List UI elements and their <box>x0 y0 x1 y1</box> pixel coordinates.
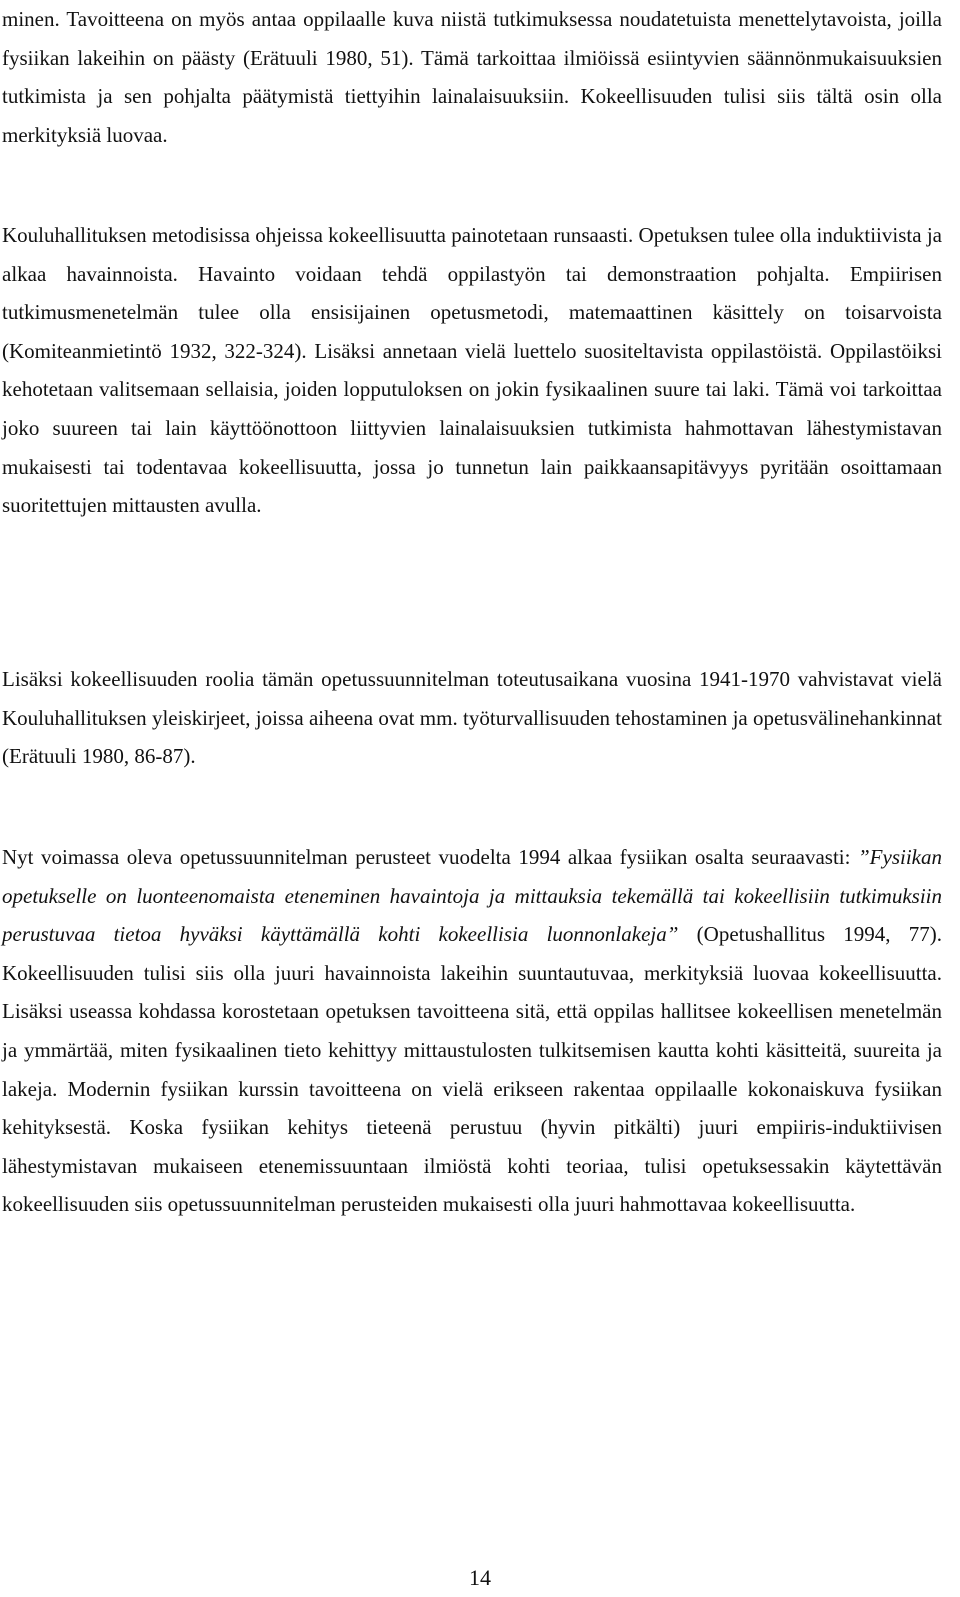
curriculum-quote: ”Fysiikan opetukselle on luonteenomaista eteneminen havaintoja ja mittauksia tekemällä tai kokeellisiin tutkimuksiin perustuvaa tietoa hyväksi käyttämällä kohti kokeellisia luonnonlakeja” <box>2 845 942 947</box>
body-paragraph-2: Kouluhallituksen metodisissa ohjeissa kokeellisuutta painotetaan runsaasti. Opetuksen tulee olla induktiivista ja alkaa havainnoista. Havainto voidaan tehdä oppilastyön tai demonstraation pohjalta. Empiirisen tutkimusmenetelmän tulee olla ensisijainen opetusmetodi, matemaattinen käsittely on toisarvoista (Komiteanmietintö 1932, 322-324). Lisäksi annetaan vielä luettelo suositeltavista oppilastöistä. Oppilastöiksi kehotetaan valitsemaan sellaisia, joiden lopputuloksen on jokin fysikaalinen suure tai laki. Tämä voi tarkoittaa joko suureen tai lain käyttöönottoon liittyvien lainalaisuuksien tutkimista hahmottavan lähestymistavan mukaisesti tai todentavaa kokeellisuutta, jossa jo tunnetun lain paikkaansapitävyys pyritään osoittamaan suoritettujen mittausten avulla. <box>2 223 942 518</box>
paragraph-continuation: (Opetushallitus 1994, 77). Kokeellisuuden tulisi siis olla juuri havainnoista lakeihin suuntautuvaa, merkityksiä luovaa kokeellisuutta. Lisäksi useassa kohdassa korostetaan opetuksen tavoitteena sitä, että oppilas hallitsee kokeellisen menetelmän ja ymmärtää, miten fysikaalinen tieto kehittyy mittaustulosten tulkitsemisen kautta kohti käsitteitä, suureita ja lakeja. Modernin fysiikan kurssin tavoitteena on vielä erikseen rakentaa oppilaalle kokonaiskuva fysiikan kehityksestä. Koska fysiikan kehitys tieteenä perustuu (hyvin pitkälti) juuri empiiris-induktiivisen lähestymistavan mukaiseen etenemissuuntaan ilmiöstä kohti teoriaa, tulisi opetuksessakin käytettävän kokeellisuuden siis opetussuunnitelman perusteiden mukaisesti olla juuri hahmottavaa kokeellisuutta. <box>2 922 943 1217</box>
body-paragraph-3: Lisäksi kokeellisuuden roolia tämän opetussuunnitelman toteutusaikana vuosina 1941-1970 vahvistavat vielä Kouluhallituksen yleiskirjeet, joissa aiheena ovat mm. työturvallisuuden tehostaminen ja opetusvälinehankinnat (Erätuuli 1980, 86-87). <box>2 667 942 769</box>
paragraph-intro: Nyt voimassa oleva opetussuunnitelman perusteet vuodelta 1994 alkaa fysiikan osalta seuraavasti: <box>2 845 858 869</box>
body-paragraph-4 <box>2 838 942 1224</box>
body-paragraph-1: minen. Tavoitteena on myös antaa oppilaalle kuva niistä tutkimuksessa noudatetuista menettelytavoista, joilla fysiikan lakeihin on päästy (Erätuuli 1980, 51). Tämä tarkoittaa ilmiöissä esiintyvien säännönmukaisuuksien tutkimista ja sen pohjalta päätymistä tiettyihin lainalaisuuksiin. Kokeellisuuden tulisi siis tältä osin olla merkityksiä luovaa. <box>2 7 942 147</box>
page-number: 14 <box>469 1565 491 1590</box>
